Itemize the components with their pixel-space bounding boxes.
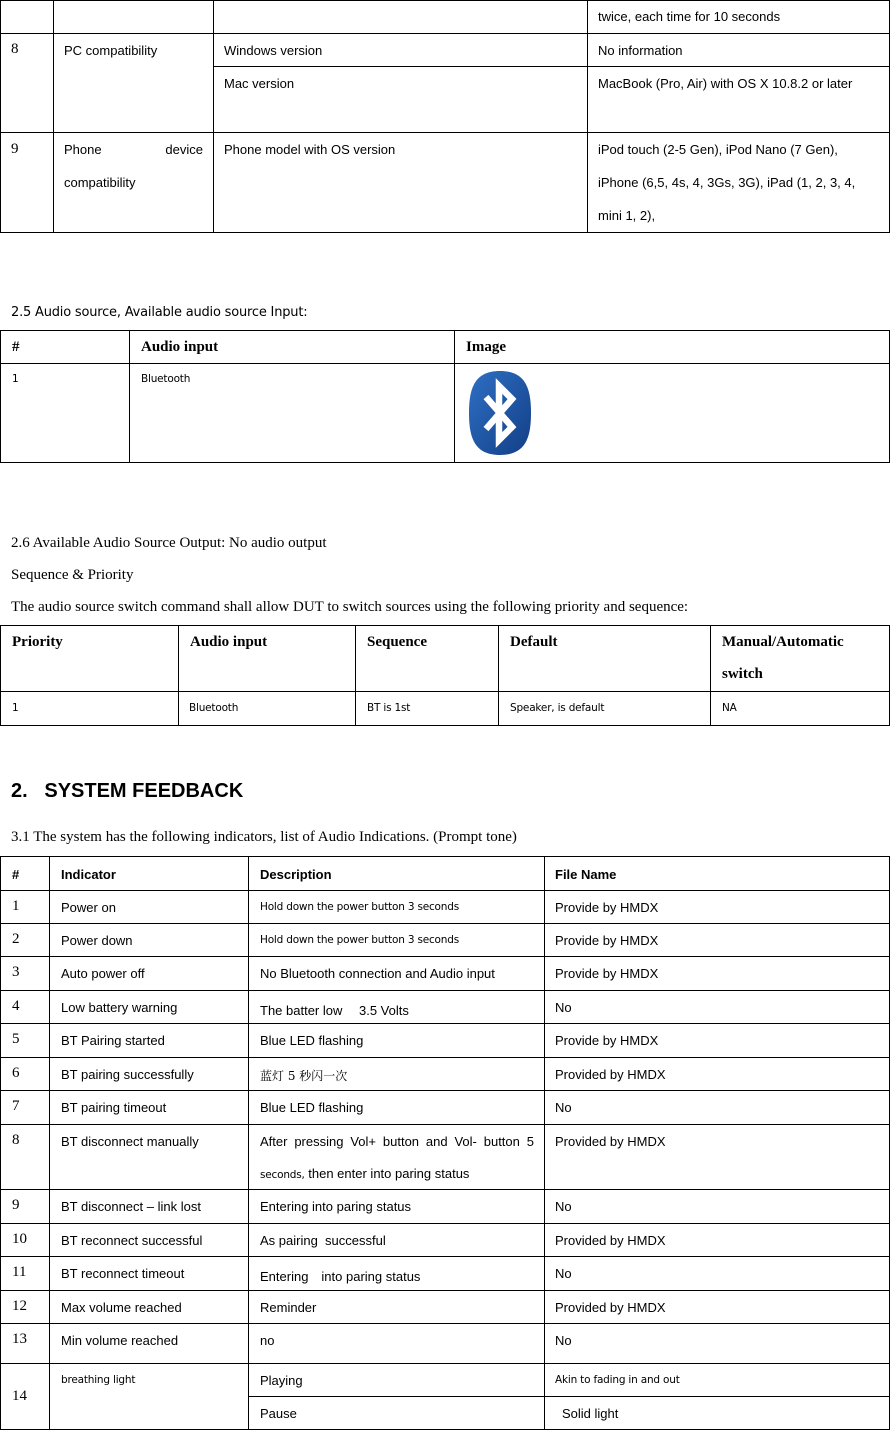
file-name: No (555, 1333, 572, 1348)
indicator-description: As pairing successful (260, 1233, 386, 1248)
indicator-name: Min volume reached (61, 1333, 179, 1348)
file-name: No (555, 1100, 572, 1115)
indicator-description: Hold down the power button 3 seconds (260, 901, 459, 913)
indicator-name: BT reconnect timeout (61, 1266, 185, 1281)
indicator-description: Entering into paring status (260, 1269, 421, 1284)
file-name: No (555, 1199, 572, 1214)
table-header: Indicator (61, 867, 116, 882)
spec-value: MacBook (Pro, Air) with OS X 10.8.2 or later (598, 76, 853, 91)
spec-cell (588, 1, 890, 34)
sequence-priority-label: Sequence & Priority (11, 567, 134, 583)
indicator-description: no (260, 1333, 275, 1348)
indicator-name: BT pairing successfully (61, 1067, 194, 1082)
indicator-name: BT reconnect successful (61, 1233, 203, 1248)
file-name: Provide by HMDX (555, 1033, 659, 1048)
table-row (1, 1224, 890, 1257)
file-name: Solid light (562, 1406, 619, 1421)
file-name: Provided by HMDX (555, 1233, 666, 1248)
table-header: File Name (555, 867, 617, 882)
switch-description: The audio source switch command shall allow DUT to switch sources using the following priority and sequence: (11, 599, 689, 615)
spec-subitem: Windows version (224, 43, 323, 58)
indicator-name: Power on (61, 900, 116, 915)
spec-item: compatibility (64, 175, 136, 190)
file-name: Provide by HMDX (555, 900, 659, 915)
file-name: No (555, 1266, 572, 1281)
table-row (1, 1257, 890, 1291)
indicator-description: No Bluetooth connection and Audio input (260, 966, 495, 981)
spec-value: twice, each time for 10 seconds (598, 9, 781, 24)
default-value: Speaker, is default (510, 702, 605, 714)
row-number: 8 (12, 1132, 20, 1148)
row-number: 13 (12, 1331, 27, 1347)
section-2-6-title: 2.6 Available Audio Source Output: No audio output (11, 535, 327, 551)
bluetooth-icon (466, 369, 534, 457)
audio-input-table (0, 330, 890, 463)
priority-value: 1 (12, 702, 19, 714)
indicator-description: After pressing Vol+ button and Vol- button 5 (260, 1134, 534, 1149)
spec-subitem: Phone model with OS version (224, 142, 396, 157)
section-2-5-title: 2.5 Audio source, Available audio source Input: (11, 305, 308, 320)
indicator-name: BT disconnect – link lost (61, 1199, 201, 1214)
switch-mode-value: NA (722, 702, 737, 714)
audio-input-name: Bluetooth (141, 373, 191, 385)
indicator-description: seconds, (260, 1169, 305, 1181)
spec-subitem: Mac version (224, 76, 295, 91)
table-row (1, 1024, 890, 1058)
table-header: Audio input (190, 634, 268, 650)
table-header: # (12, 867, 20, 882)
row-number: 11 (12, 1264, 27, 1280)
indicator-name: Max volume reached (61, 1300, 182, 1315)
indicator-description: The batter low 3.5 Volts (260, 1003, 409, 1018)
indicator-table (0, 856, 890, 1430)
spec-cell (214, 1, 588, 34)
table-row (1, 1125, 890, 1190)
sequence-value: BT is 1st (367, 702, 411, 714)
row-number: 5 (12, 1031, 20, 1047)
indicator-name: BT pairing timeout (61, 1100, 167, 1115)
table-row (1, 991, 890, 1024)
row-number: 9 (12, 1197, 20, 1213)
row-number: 7 (12, 1098, 20, 1114)
spec-value: No information (598, 43, 683, 58)
row-number: 3 (12, 964, 20, 980)
row-number: 12 (12, 1298, 27, 1314)
indicator-name: BT disconnect manually (61, 1134, 199, 1149)
indicator-name: Auto power off (61, 966, 145, 981)
indicator-description: then enter into paring status (304, 1166, 470, 1181)
table-row (1, 1091, 890, 1125)
file-name: Provide by HMDX (555, 966, 659, 981)
table-header: switch (722, 666, 763, 682)
spec-cell (54, 1, 214, 34)
file-name: Provided by HMDX (555, 1134, 666, 1149)
table-header: Description (260, 867, 332, 882)
row-number: 10 (12, 1231, 27, 1247)
row-number: 6 (12, 1065, 20, 1081)
table-header: # (12, 339, 20, 355)
table-header: Image (466, 339, 506, 355)
table-row (1, 1324, 890, 1364)
row-number: 4 (12, 998, 20, 1014)
section-heading: 2. SYSTEM FEEDBACK (11, 780, 244, 802)
spec-cell (1, 1, 54, 34)
audio-input-value: Bluetooth (189, 702, 239, 714)
table-header: Audio input (141, 339, 219, 355)
indicator-description: Hold down the power button 3 seconds (260, 934, 459, 946)
table-header: Priority (12, 634, 63, 650)
spec-value: iPhone (6,5, 4s, 4, 3Gs, 3G), iPad (1, 2, 3, 4, (598, 175, 856, 190)
priority-table (0, 625, 890, 726)
indicator-description: Entering into paring status (260, 1199, 412, 1214)
spec-value: mini 1, 2), (598, 208, 656, 223)
spec-item: device (165, 142, 203, 157)
spec-value: iPod touch (2-5 Gen), iPod Nano (7 Gen), (598, 142, 838, 157)
table-row (1, 924, 890, 957)
spec-row-number: 8 (11, 41, 19, 57)
indicator-description: Playing (260, 1373, 303, 1388)
file-name: Akin to fading in and out (555, 1374, 680, 1386)
file-name: Provided by HMDX (555, 1300, 666, 1315)
spec-table (0, 0, 890, 233)
table-row (1, 891, 890, 924)
indicator-name: BT Pairing started (61, 1033, 165, 1048)
indicator-description: 蓝灯 5 秒闪一次 (260, 1069, 348, 1083)
section-3-1-title: 3.1 The system has the following indicators, list of Audio Indications. (Prompt tone) (11, 829, 517, 845)
spec-item: Phone (64, 142, 102, 157)
indicator-name: breathing light (61, 1374, 136, 1386)
file-name: No (555, 1000, 572, 1015)
row-number: 14 (12, 1388, 27, 1404)
file-name: Provide by HMDX (555, 933, 659, 948)
row-number: 1 (12, 898, 20, 914)
indicator-name: Power down (61, 933, 133, 948)
table-row (1, 1058, 890, 1091)
spec-row-number: 9 (11, 141, 19, 157)
indicator-description: Blue LED flashing (260, 1100, 364, 1115)
indicator-description: Pause (260, 1406, 297, 1421)
table-header: Manual/Automatic (722, 634, 844, 650)
table-header: Default (510, 634, 558, 650)
table-header: Sequence (367, 634, 427, 650)
spec-item: PC compatibility (64, 43, 158, 58)
table-row (1, 957, 890, 991)
indicator-name: Low battery warning (61, 1000, 178, 1015)
table-row (1, 1364, 890, 1397)
indicator-description: Blue LED flashing (260, 1033, 364, 1048)
row-number: 2 (12, 931, 20, 947)
table-row (1, 1190, 890, 1224)
row-number: 1 (12, 373, 19, 385)
table-row (1, 1291, 890, 1324)
indicator-description: Reminder (260, 1300, 317, 1315)
file-name: Provided by HMDX (555, 1067, 666, 1082)
